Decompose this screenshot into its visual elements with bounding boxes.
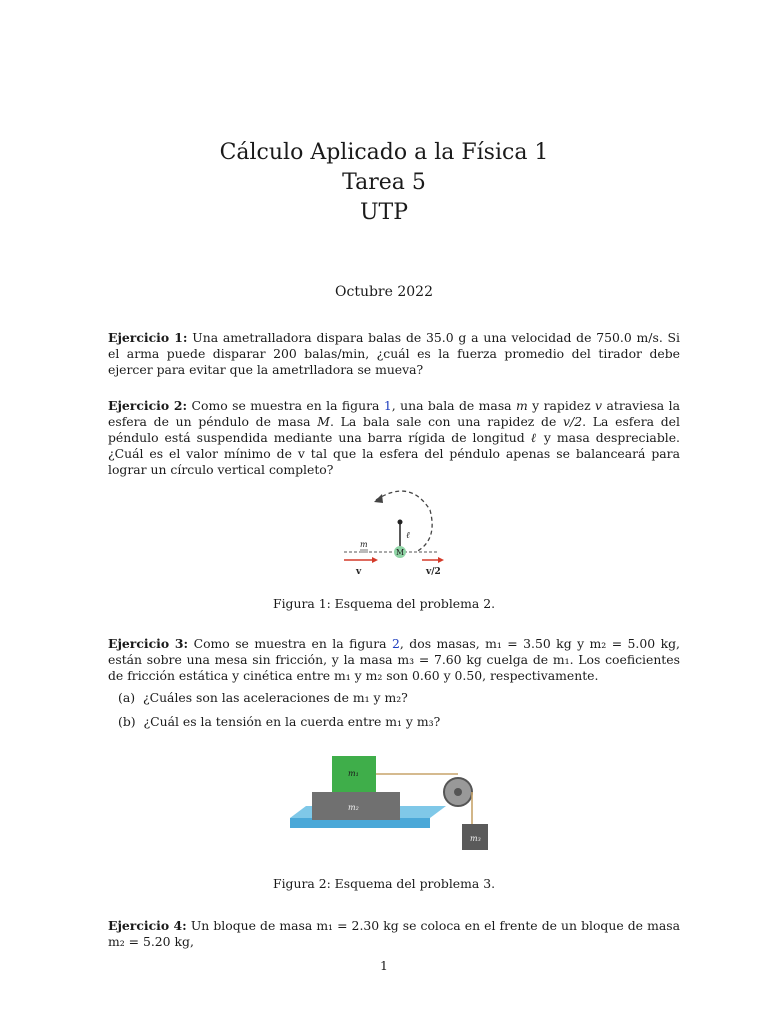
exercise-4 <box>108 918 680 950</box>
exercise-3 <box>108 636 680 684</box>
ex2-text: . La esfera del péndulo está suspendida mediante una barra rígida de longitud <box>108 414 680 445</box>
ex3-text: y <box>439 668 455 683</box>
ex1-text: . Si el arma puede disparar <box>108 330 680 361</box>
ex1-rate: 200 <box>273 346 297 361</box>
exercise-3-label: Ejercicio 3: <box>108 636 189 651</box>
question-b-label: (b) <box>118 714 136 729</box>
ex1-text: a una velocidad de <box>466 330 597 345</box>
ex3-text: y <box>350 668 366 683</box>
ex2-text: y rapidez <box>527 398 596 413</box>
ex3-value: m₁ = 3.50 kg <box>485 636 572 651</box>
figure-2-link[interactable]: 2 <box>392 636 400 651</box>
ex3-text: . Los coeficientes de fricción estática y cinética entre <box>108 652 680 683</box>
ex2-text: y masa despreciable. ¿Cuál es el valor mínimo de v tal que la esfera del péndulo apenas se balanceará para lograr un círculo vertical completo? <box>108 430 680 477</box>
figure-2-blocks-diagram <box>290 748 490 860</box>
ex3-value: 0.50 <box>454 668 483 683</box>
ex3-value: m₁ <box>552 652 570 667</box>
exercise-2-label: Ejercicio 2: <box>108 398 188 413</box>
ex2-symbol: v/2 <box>563 414 583 429</box>
document-title: Cálculo Aplicado a la Física 1 <box>219 140 549 165</box>
ex1-speed: 750.0 m/s <box>596 330 659 345</box>
ex2-text: . La bala sale con una rapidez de <box>329 414 564 429</box>
question-a-text: ¿Cuáles son las aceleraciones de m₁ y m₂? <box>142 690 408 705</box>
ex2-symbol: ℓ <box>530 430 538 445</box>
figure-2-caption: Figura 2: Esquema del problema 3. <box>272 876 496 891</box>
ex3-value: 0.60 <box>412 668 440 683</box>
exercise-4-label: Ejercicio 4: <box>108 918 187 933</box>
question-a <box>118 690 408 705</box>
exercise-2 <box>108 398 680 478</box>
ex2-symbol: v <box>595 398 603 413</box>
pulley-axle <box>454 788 462 796</box>
ex1-text: Una ametralladora dispara balas de <box>187 330 427 345</box>
ex4-text: se coloca en el frente de un bloque de masa <box>398 918 680 933</box>
block-m3-label: m₃ <box>470 834 481 843</box>
ex3-text: , están sobre una mesa sin fricción, y la masa <box>108 636 680 667</box>
bob-mass-label: M <box>396 548 405 557</box>
ex4-text: , <box>189 934 194 949</box>
ex2-text: atraviesa la esfera de un péndulo de masa <box>108 398 680 429</box>
ex3-value: m₂ = 5.00 kg <box>589 636 677 651</box>
ex2-symbol: m <box>516 398 528 413</box>
ex3-text: Como se muestra en la figura <box>188 636 393 651</box>
ex3-text: son <box>382 668 413 683</box>
question-a-label: (a) <box>118 690 136 705</box>
ex2-text: Como se muestra en la figura <box>187 398 384 413</box>
page-number: 1 <box>380 958 388 973</box>
pivot-point <box>398 520 403 525</box>
ex4-text: Un bloque de masa <box>186 918 317 933</box>
ex4-value: m₂ = 5.20 kg <box>108 934 190 949</box>
block-m2-label: m₂ <box>348 803 359 812</box>
velocity-arrowhead <box>372 557 378 563</box>
document-subtitle: Tarea 5 <box>342 170 426 195</box>
ex4-value: m₁ = 2.30 kg <box>316 918 399 933</box>
bullet <box>360 549 368 553</box>
figure-1-link[interactable]: 1 <box>383 398 392 413</box>
ex2-text: , una bala de masa <box>391 398 516 413</box>
ex3-text: y <box>571 636 590 651</box>
rod-length-label: ℓ <box>406 531 410 541</box>
exit-velocity-label: v/2 <box>426 567 441 577</box>
question-b <box>118 714 440 729</box>
ex3-text: , respectivamente. <box>482 668 599 683</box>
exit-velocity-arrowhead <box>438 557 444 563</box>
bullet-mass-label: m <box>360 540 368 549</box>
circular-path <box>376 491 432 552</box>
block-m1-label: m₁ <box>348 769 359 778</box>
question-b-text: ¿Cuál es la tensión en la cuerda entre m₁ y m₃? <box>143 714 441 729</box>
ex3-value: m₂ <box>365 668 383 683</box>
ex3-value: m₃ = 7.60 kg <box>397 652 482 667</box>
velocity-label: v <box>356 567 362 577</box>
institution: UTP <box>359 200 409 225</box>
figure-1-caption: Figura 1: Esquema del problema 2. <box>272 596 496 611</box>
ex1-mass: 35.0 g <box>426 330 467 345</box>
exercise-1-label: Ejercicio 1: <box>108 330 188 345</box>
path-arrowhead <box>374 494 383 503</box>
figure-1-pendulum-diagram <box>330 480 450 580</box>
ex3-text: , dos masas, <box>399 636 486 651</box>
ex2-symbol: M <box>317 414 330 429</box>
ex3-value: m₁ <box>334 668 351 683</box>
ex3-text: cuelga de <box>481 652 553 667</box>
exercise-1 <box>108 330 680 378</box>
ex1-text: balas/min, ¿cuál es la fuerza promedio del tirador debe ejercer para evitar que la ametrlladora se mueva? <box>108 346 681 377</box>
document-date: Octubre 2022 <box>335 284 433 300</box>
